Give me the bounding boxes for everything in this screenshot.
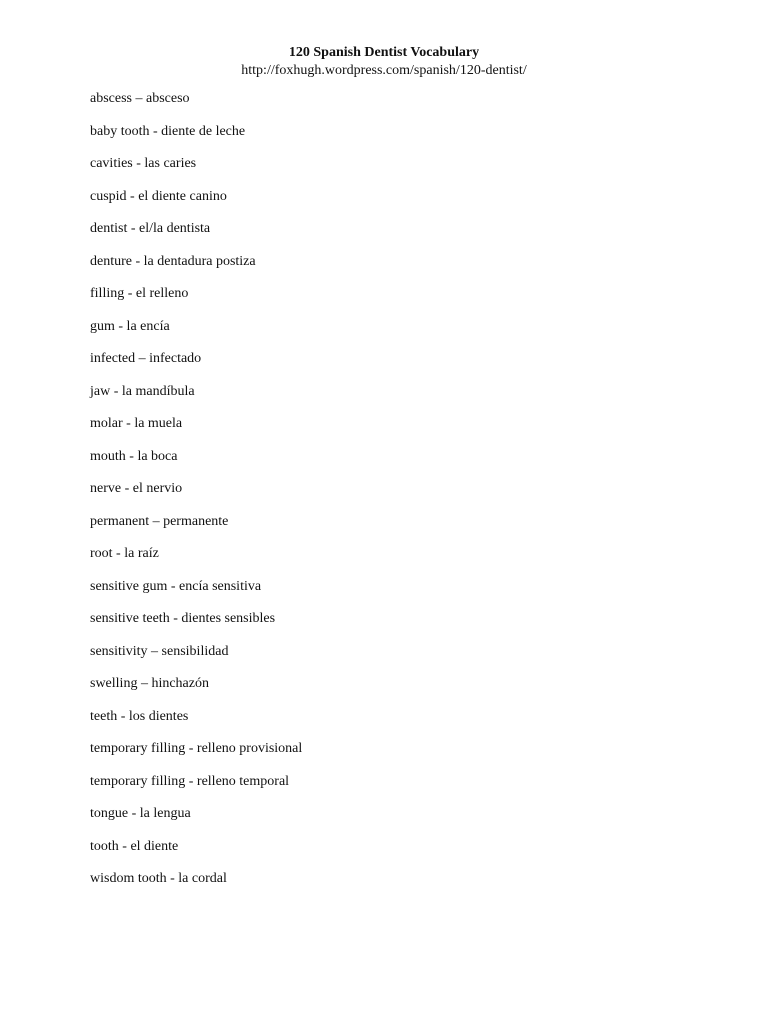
vocabulary-entry: abscess – absceso: [90, 91, 190, 106]
vocabulary-entry: infected – infectado: [90, 351, 202, 366]
document-title: 120 Spanish Dentist Vocabulary: [288, 45, 480, 60]
vocabulary-entry: cavities - las caries: [90, 156, 197, 171]
vocabulary-entry: temporary filling - relleno provisional: [90, 741, 303, 756]
vocabulary-entry: molar - la muela: [90, 416, 183, 431]
vocabulary-entry: nerve - el nervio: [90, 481, 183, 496]
vocabulary-list: [90, 89, 302, 902]
vocabulary-entry: swelling – hinchazón: [90, 676, 209, 691]
vocabulary-entry: mouth - la boca: [90, 448, 178, 464]
vocabulary-entry: jaw - la mandíbula: [90, 383, 195, 399]
vocabulary-entry: gum - la encía: [90, 318, 170, 334]
vocabulary-entry: root - la raíz: [90, 546, 159, 561]
vocabulary-entry: temporary filling - relleno temporal: [90, 773, 290, 789]
vocabulary-entry: tooth - el diente: [90, 838, 179, 854]
vocabulary-entry: tongue - la lengua: [90, 806, 191, 821]
vocabulary-entry: teeth - los dientes: [90, 708, 189, 724]
vocabulary-entry: cuspid - el diente canino: [90, 188, 227, 204]
vocabulary-entry: sensitive gum - encía sensitiva: [90, 578, 262, 594]
document-header: [0, 44, 768, 80]
vocabulary-entry: denture - la dentadura postiza: [90, 253, 256, 269]
vocabulary-entry: dentist - el/la dentista: [90, 221, 211, 236]
vocabulary-entry: filling - el relleno: [90, 286, 189, 301]
vocabulary-entry: sensitivity – sensibilidad: [90, 643, 229, 659]
vocabulary-entry: baby tooth - diente de leche: [90, 123, 246, 139]
vocabulary-entry: sensitive teeth - dientes sensibles: [90, 611, 276, 626]
vocabulary-entry: permanent – permanente: [90, 513, 229, 529]
vocabulary-entry: wisdom tooth - la cordal: [90, 871, 227, 886]
source-url: http://foxhugh.wordpress.com/spanish/120-dentist/: [241, 63, 527, 78]
